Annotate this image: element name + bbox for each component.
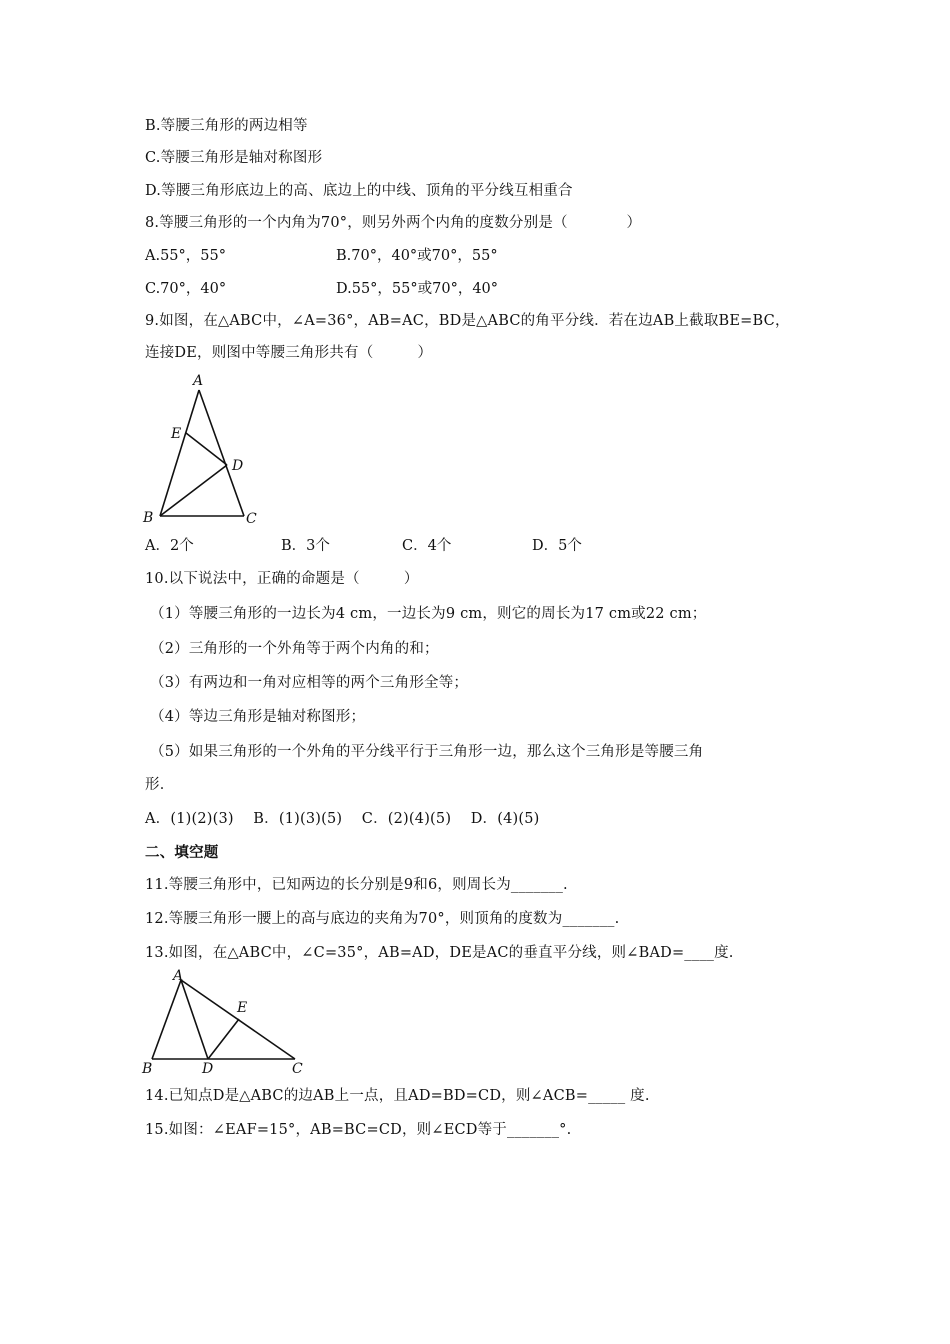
q10-statement-1: （1）等腰三角形的一边长为4 cm，一边长为9 cm，则它的周长为17 cm或22 cm； — [150, 606, 707, 622]
q13-triangle-figure — [140, 966, 315, 1078]
q7-option-b: B.等腰三角形的两边相等 — [145, 118, 308, 134]
q10-statement-5a: （5）如果三角形的一个外角的平分线平行于三角形一边，那么这个三角形是等腰三角 — [150, 744, 704, 760]
q9-option-c: C．4个 — [402, 538, 452, 554]
q14: 14.已知点D是△ABC的边AB上一点，且AD=BD=CD，则∠ACB=_____ 度. — [145, 1088, 650, 1104]
q10-statement-3: （3）有两边和一角对应相等的两个三角形全等； — [150, 675, 469, 691]
q9-option-b: B．3个 — [281, 538, 330, 554]
q10-statement-2: （2）三角形的一个外角等于两个内角的和； — [150, 641, 439, 657]
q7-option-c: C.等腰三角形是轴对称图形 — [145, 150, 323, 166]
q10-statement-5b: 形． — [145, 777, 175, 793]
q13-segment-ad — [181, 980, 208, 1059]
q13-label-e: E — [237, 1000, 248, 1016]
q9-option-d: D．5个 — [532, 538, 582, 554]
q13-side-ab — [152, 980, 181, 1059]
q9-label-b: B — [143, 510, 154, 526]
q9-side-ab — [160, 390, 199, 516]
q7-option-d: D.等腰三角形底边上的高、底边上的中线、顶角的平分线互相重合 — [145, 183, 573, 199]
q8-option-b: B.70°，40°或70°，55° — [336, 248, 498, 264]
q9-stem-line1: 9.如图，在△ABC中，∠A=36°，AB=AC，BD是△ABC的角平分线．若在边AB上截取BE=BC， — [145, 313, 790, 329]
q9-label-a: A — [193, 373, 204, 389]
q9-label-d: D — [232, 458, 244, 474]
q13-label-d: D — [202, 1061, 214, 1077]
q10-statement-4: （4）等边三角形是轴对称图形； — [150, 709, 366, 725]
q10-stem: 10.以下说法中，正确的命题是（ ） — [145, 571, 419, 587]
q10-options: A．(1)(2)(3) B．(1)(3)(5) C．(2)(4)(5) D．(4)(5) — [145, 811, 540, 827]
q9-label-e: E — [171, 426, 182, 442]
q9-stem-line2: 连接DE，则图中等腰三角形共有（ ） — [145, 345, 433, 361]
q9-triangle-figure — [140, 370, 270, 530]
q15: 15.如图：∠EAF=15°，AB=BC=CD，则∠ECD等于_______°. — [145, 1122, 572, 1138]
section-title-fill-in: 二、填空题 — [145, 844, 219, 861]
q9-label-c: C — [246, 511, 257, 527]
q13-stem: 13.如图，在△ABC中，∠C=35°，AB=AD，DE是AC的垂直平分线，则∠BAD=____度. — [145, 945, 734, 961]
q9-side-ac — [199, 390, 244, 516]
q13-label-b: B — [142, 1061, 153, 1077]
q11: 11.等腰三角形中，已知两边的长分别是9和6，则周长为_______. — [145, 877, 568, 893]
q13-label-a: A — [173, 968, 184, 984]
q13-segment-de — [208, 1019, 239, 1059]
q9-option-a: A．2个 — [145, 538, 194, 554]
q8-option-a: A.55°，55° — [145, 248, 226, 264]
q8-option-d: D.55°，55°或70°，40° — [336, 281, 499, 297]
q8-stem: 8.等腰三角形的一个内角为70°，则另外两个内角的度数分别是（ ） — [145, 215, 642, 231]
q8-option-c: C.70°，40° — [145, 281, 227, 297]
q9-segment-bd — [160, 465, 227, 516]
q13-label-c: C — [292, 1061, 303, 1077]
q12: 12.等腰三角形一腰上的高与底边的夹角为70°，则顶角的度数为_______. — [145, 911, 620, 927]
